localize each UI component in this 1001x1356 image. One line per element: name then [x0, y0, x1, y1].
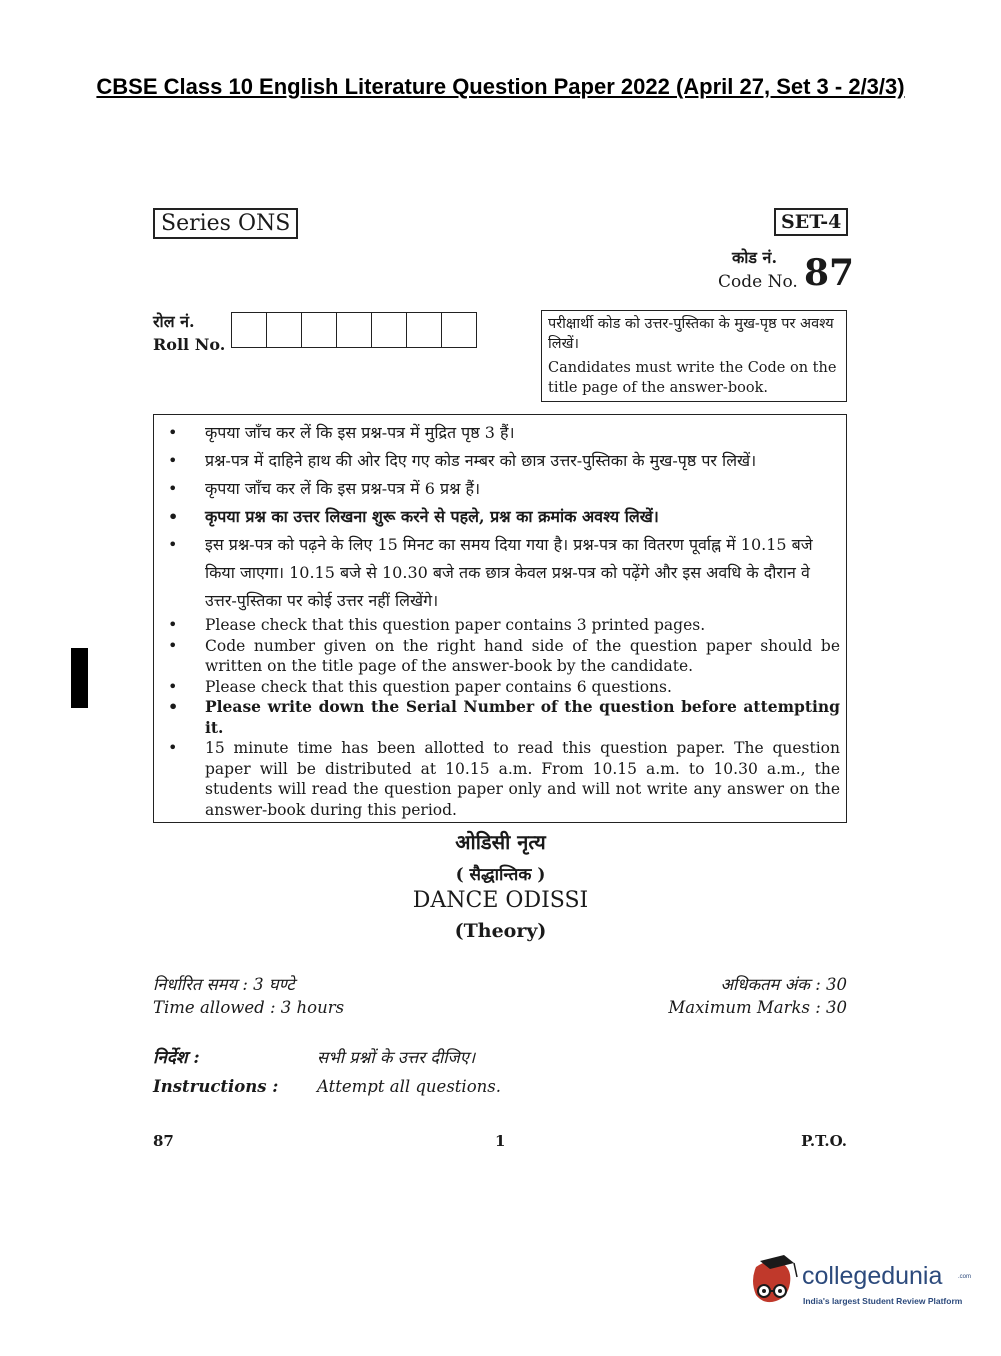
instruction-item: • कृपया प्रश्न का उत्तर लिखना शुरू करने से पहले, प्रश्न का क्रमांक अवश्य लिखें।: [160, 503, 840, 531]
instruction-item: • Please write down the Serial Number of the question before attempting it.: [160, 697, 840, 738]
instruction-item: • Please check that this question paper contains 6 questions.: [160, 677, 840, 698]
roll-box: [267, 313, 302, 347]
roll-box: [337, 313, 372, 347]
subject-subtitle-hindi: ( सैद्धान्तिक ): [455, 865, 546, 885]
time-allowed-hindi: निर्धारित समय : 3 घण्टे: [153, 975, 295, 994]
max-marks-english: Maximum Marks : 30: [668, 998, 847, 1017]
roll-box: [232, 313, 267, 347]
roll-label-hindi: रोल नं.: [153, 312, 195, 331]
candidate-note-box: [541, 310, 847, 402]
instruction-item: • Code number given on the right hand side of the question paper should be written on the title page of the answer-book by the candidate.: [160, 636, 840, 677]
instruction-item: • कृपया जाँच कर लें कि इस प्रश्न-पत्र में 6 प्रश्न हैं।: [160, 475, 840, 503]
instruction-item: • Please check that this question paper contains 3 printed pages.: [160, 615, 840, 636]
roll-box: [302, 313, 337, 347]
subject-subtitle-english: (Theory): [454, 920, 547, 942]
roll-box: [372, 313, 407, 347]
roll-box: [407, 313, 442, 347]
instructions-box: [153, 414, 847, 823]
max-marks-hindi: अधिकतम अंक : 30: [720, 975, 847, 994]
subject-title-hindi: ओडिसी नृत्य: [455, 830, 546, 854]
directions-text-hindi: सभी प्रश्नों के उत्तर दीजिए।: [317, 1048, 476, 1067]
instruction-item: • 15 minute time has been allotted to read this question paper. The question paper will be distributed at 10.15 a.m. From 10.15 a.m. to 10.30 a.m., the students will read the question paper only and will not write any answer on the answer-book during this period.: [160, 738, 840, 820]
candidate-note-english: Candidates must write the Code on the title page of the answer-book.: [548, 360, 837, 396]
footer-code: 87: [153, 1132, 174, 1150]
time-allowed-english: Time allowed : 3 hours: [153, 998, 345, 1017]
directions-label-hindi: निर्देश :: [153, 1048, 200, 1068]
instruction-item: • कृपया जाँच कर लें कि इस प्रश्न-पत्र में मुद्रित पृष्ठ 3 हैं।: [160, 419, 840, 447]
series-label: Series ONS: [153, 208, 298, 239]
logo-tagline: India's largest Student Review Platform: [803, 1296, 963, 1306]
instruction-item: • प्रश्न-पत्र में दाहिने हाथ की ओर दिए गए कोड नम्बर को छात्र उत्तर-पुस्तिका के मुख-पृष्ठ पर लिखें।: [160, 447, 840, 475]
footer-pto: P.T.O.: [801, 1132, 847, 1150]
roll-label-english: Roll No.: [153, 335, 226, 354]
side-marker-bar: [71, 648, 88, 708]
subject-title-english: DANCE ODISSI: [412, 888, 589, 913]
document-title: CBSE Class 10 English Literature Question Paper 2022 (April 27, Set 3 - 2/3/3): [96, 74, 905, 99]
logo-wordmark: collegedunia: [802, 1262, 943, 1290]
footer-page-number: 1: [495, 1132, 506, 1150]
candidate-note-hindi: परीक्षार्थी कोड को उत्तर-पुस्तिका के मुख-पृष्ठ पर अवश्य लिखें।: [548, 316, 834, 352]
code-number: 87: [804, 252, 855, 294]
code-label-hindi: कोड नं.: [732, 248, 778, 267]
set-label: SET-4: [774, 208, 848, 236]
roll-number-boxes: [231, 312, 477, 348]
instruction-item: • इस प्रश्न-पत्र को पढ़ने के लिए 15 मिनट का समय दिया गया है। प्रश्न-पत्र का वितरण पूर्वाह्न में 10.15 बजे किया जाएगा। 10.15 बजे से 10.30 बजे तक छात्र केवल प्रश्न-पत्र को पढ़ेंगे और इस अवधि के दौरान वे उत्तर-पुस्तिका पर कोई उत्तर नहीं लिखेंगे।: [160, 531, 840, 615]
instructions-label-english: Instructions :: [153, 1077, 279, 1096]
code-label-english: Code No.: [718, 272, 798, 292]
roll-box: [442, 313, 476, 347]
logo-domain-suffix: .com: [958, 1274, 972, 1280]
instructions-text-english: Attempt all questions.: [317, 1077, 501, 1096]
